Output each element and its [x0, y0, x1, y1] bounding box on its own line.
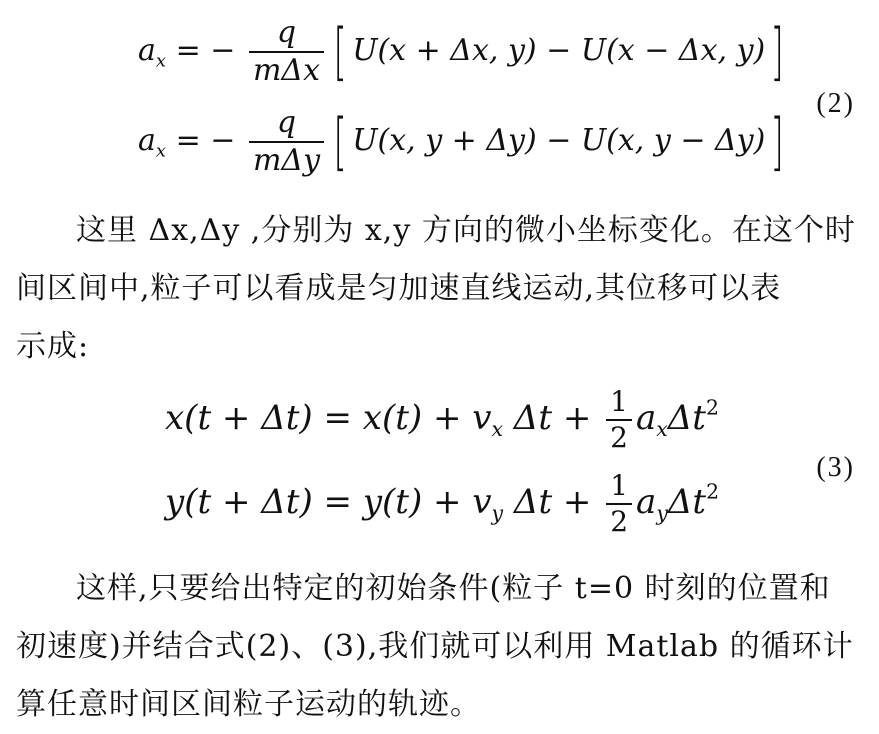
equation-3-line-1	[165, 385, 719, 454]
eq3-l1-a-sub: x	[656, 417, 668, 442]
eq3-l1-v-sub: x	[491, 417, 503, 442]
eq3-l2-a: a	[636, 482, 657, 522]
eq3-l2-fraction	[606, 469, 632, 538]
eq3-l1-frac-num: 1	[610, 385, 628, 418]
equation-2-line-1	[138, 15, 789, 88]
eq3-l2-lhs: y(t + Δt) = y(t) + v	[165, 482, 492, 522]
eq3-l1-frac-den: 2	[610, 421, 628, 454]
eq2-l2-body: U(x, y + Δy) − U(x, y − Δy)	[352, 123, 766, 158]
eq3-l2-v-sub: y	[491, 501, 504, 526]
equation-2-number: (2)	[816, 88, 855, 119]
eq3-l2-a-sub: y	[656, 501, 668, 526]
eq2-l1-fraction	[249, 15, 324, 88]
eq2-l1-lhs: a	[138, 33, 156, 68]
paragraph-2-line: 算任意时间区间粒子运动的轨迹。	[16, 687, 481, 722]
equation-3	[0, 380, 879, 555]
paragraph-2-line: 这样,只要给出特定的初始条件(粒子 t=0 时刻的位置和	[76, 571, 831, 606]
paragraph-1	[16, 202, 876, 376]
eq2-l1-lhs-sub: x	[155, 50, 167, 72]
eq3-l2-frac-num: 1	[610, 469, 629, 502]
eq2-l2-equals: = −	[175, 123, 236, 158]
eq3-l2-tail: Δt	[667, 482, 707, 522]
eq3-l2-sup: 2	[706, 479, 720, 504]
eq3-l1-tail: Δt	[667, 398, 706, 438]
eq2-l1-bracket-open: [	[333, 15, 347, 88]
eq2-l2-bracket-open: [	[333, 105, 347, 178]
paragraph-2-line: 初速度)并结合式(2)、(3),我们就可以利用 Matlab 的循环计	[16, 629, 854, 664]
eq2-l2-lhs-sub: x	[155, 140, 167, 162]
eq3-l1-sup: 2	[705, 395, 719, 420]
equation-3-number: (3)	[816, 452, 855, 483]
eq2-l1-frac-num: q	[276, 15, 297, 50]
paragraph-1-line: 间区间中,粒子可以看成是匀加速直线运动,其位移可以表	[16, 271, 782, 306]
eq3-l1-a: a	[635, 398, 657, 438]
eq2-l1-equals: = −	[175, 33, 236, 68]
paragraph-1-line: 示成:	[16, 329, 90, 364]
eq2-l2-fraction	[249, 105, 324, 178]
eq3-l2-frac-den: 2	[610, 505, 629, 538]
eq3-l1-fraction	[606, 385, 632, 454]
equation-2	[0, 0, 879, 195]
equation-2-line-2	[138, 105, 790, 178]
paragraph-1-line: 这里 Δx,Δy ,分别为 x,y 方向的微小坐标变化。在这个时	[76, 213, 856, 248]
eq2-l2-bracket-close: ]	[770, 105, 785, 178]
equation-3-line-2	[165, 469, 720, 538]
eq3-l1-lhs: x(t + Δt) = x(t) + v	[165, 398, 492, 438]
paragraph-2	[16, 560, 876, 734]
eq2-l2-frac-den: mΔy	[252, 143, 321, 178]
eq2-l1-frac-den: mΔx	[252, 53, 320, 88]
eq2-l2-frac-num: q	[276, 105, 297, 140]
eq2-l1-bracket-close: ]	[770, 15, 785, 88]
eq2-l2-lhs: a	[138, 123, 156, 158]
eq2-l1-body: U(x + Δx, y) − U(x − Δx, y)	[352, 33, 766, 68]
eq3-l1-mid: Δt +	[513, 398, 592, 438]
eq3-l2-mid: Δt +	[513, 482, 592, 522]
